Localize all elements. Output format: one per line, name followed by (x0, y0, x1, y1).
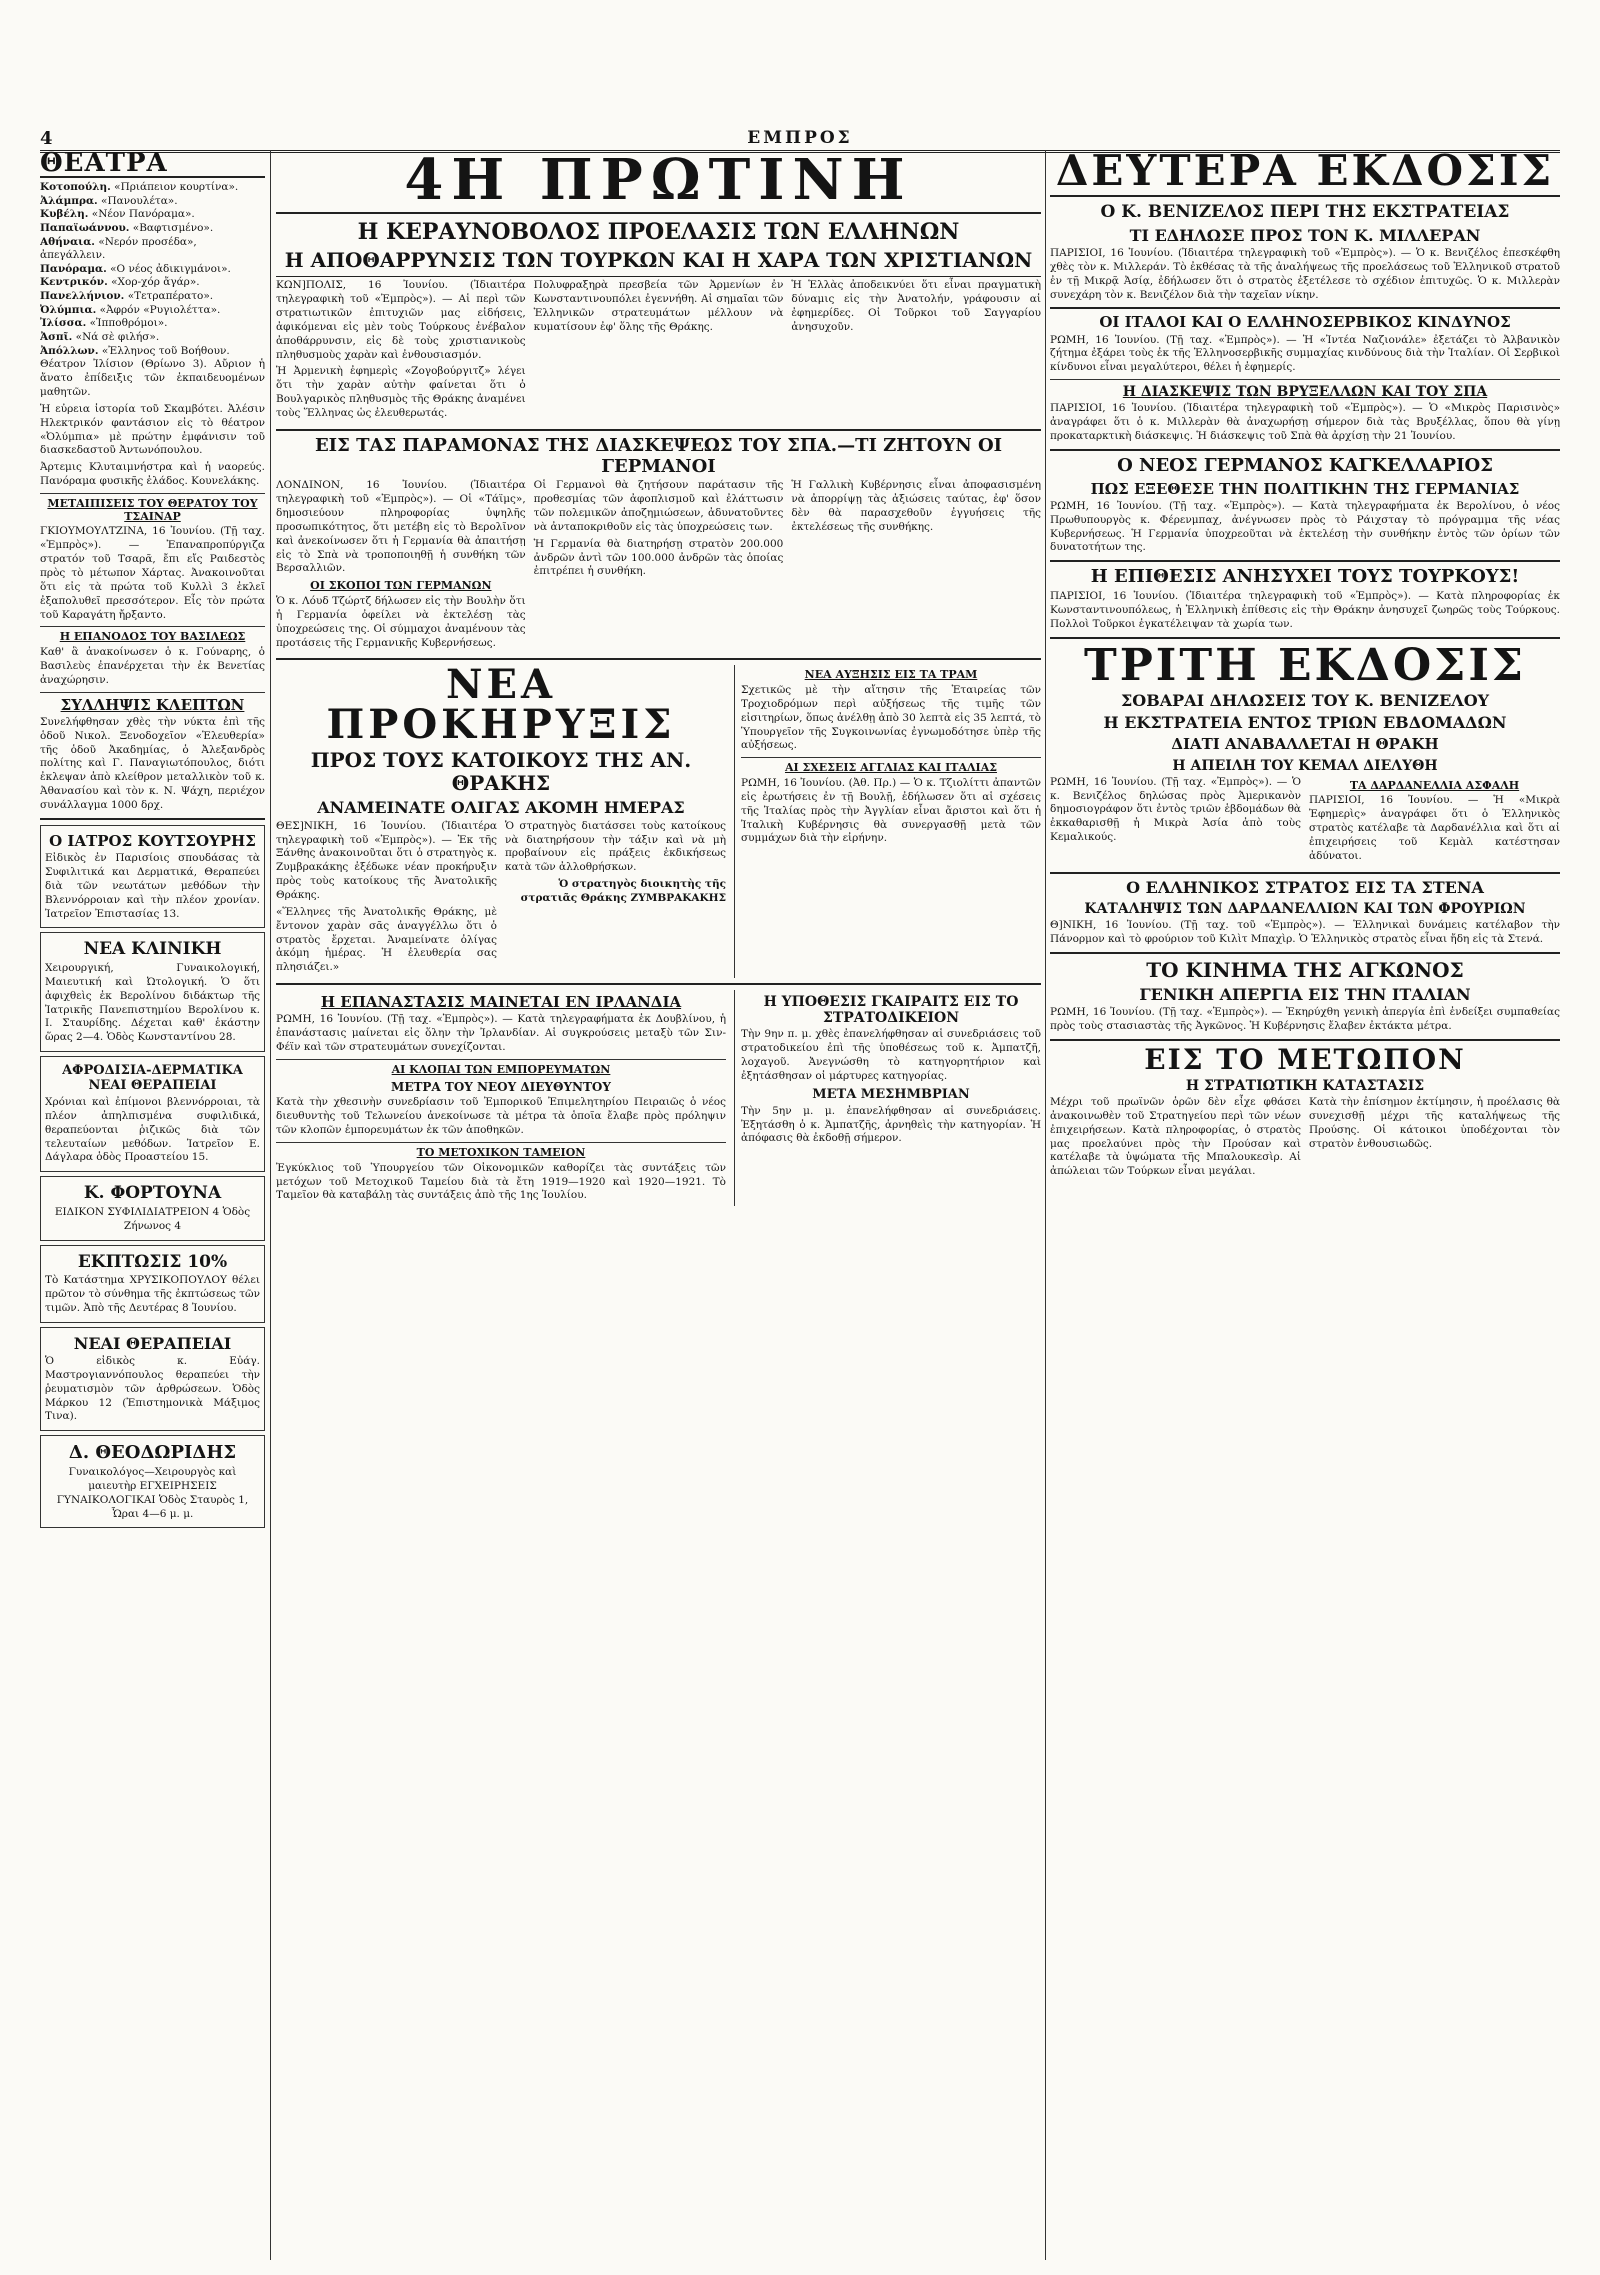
article-text: ΚΩΝ]ΠΟΛΙΣ, 16 Ἰουνίου. (Ἰδιαιτέρα τηλεγραφικὴ τοῦ «Ἐμπρὸς»). — Αἱ περὶ τῶν στρατιωτικῶν ἐπιτυχιῶν μας εἰδήσεις, ἀφικόμεναι εἰς μὲν τοὺς Τούρκους ἐνέβαλον ἀποθάρρυνσιν, εἰς δὲ τοὺς χριστιανικοὺς πληθυσμοὺς χαρὰν καὶ ἐνθουσιασμόν. (276, 279, 526, 361)
ad-text: Εἰδικὸς ἐν Παρισίοις σπουδάσας τὰ Συφιλιτικά και Δερματικά, Θεραπεύει διὰ τῶν νεωτάτων μεθόδων τὴν Βλεννόρροιαν καὶ τὴν πλέον χρονίαν. Ἰατρεῖον Ἐπιστασίας 13. (45, 852, 260, 920)
article-text: ΡΩΜΗ, 16 Ἰουνίου. (Ἀθ. Πρ.) — Ὁ κ. Τζιολίττι ἀπαντῶν εἰς ἐρωτήσεις ἐν τῇ Βουλῇ, ἐδήλωσεν ὅτι αἱ σχέσεις τῆς Ἰταλίας πρὸς τὴν Ἀγγλίαν εἶναι ἄριστοι καὶ ὅτι ἡ Ἰταλικὴ Κυβέρνησις θὰ συνεργασθῇ μετὰ τῶν συμμάχων διὰ τὴν εἰρήνην. (741, 776, 1041, 845)
column-rule (270, 150, 271, 2260)
list-item: Ὀλύμπια. «Ἀφρόν «Ρυγιολέττα». (40, 303, 221, 316)
article-text: ΠΑΡΙΣΙΟΙ, 16 Ἰουνίου. — Ἡ «Μικρὰ Ἐφημερὶς» ἀναγράφει ὅτι ὁ Ἑλληνικὸς στρατὸς κατέλαβε τὰ Δαρδανέλλια καὶ ὅτι αἱ ἐπιχειρήσεις τοῦ Κεμὰλ κατέστησαν ἀδύνατοι. (1309, 794, 1560, 862)
article-text: Κατὰ τὴν ἐπίσημον ἐκτίμησιν, ἡ προέλασις θὰ συνεχισθῇ μέχρι τῆς καταλήψεως τῆς Προύσης. Οἱ κάτοικοι ὑποδέχονται τὸν στρατὸν ἐνθουσιωδῶς. (1309, 1095, 1560, 1150)
article-text: Πολυφραξηρὰ πρεσβεία τῶν Ἀρμενίων ἐν Κωνσταντινουπόλει ἐγεννήθη. Αἱ σημαῖαι τῶν Ἑλληνικῶν στρατευμάτων μέλλουν νὰ κυματίσουν ἐφ' ὅλης τῆς Θράκης. (533, 279, 784, 333)
article-headline: Ο Κ. ΒΕΝΙΖΕΛΟΣ ΠΕΡΙ ΤΗΣ ΕΚΣΤΡΑΤΕΙΑΣ (1100, 202, 1510, 222)
middle-section (276, 661, 1041, 978)
ad-text: ΕΙΔΙΚΟΝ ΣΥΦΙΛΙΔΙΑΤΡΕΙΟΝ 4 Ὁδὸς Ζήνωνος 4 (54, 1205, 251, 1232)
theatres-title: ΘΕΑΤΡΑ (40, 150, 265, 178)
divider (276, 1059, 726, 1060)
divider (1050, 449, 1560, 451)
advertisement (40, 932, 265, 1052)
ad-title: Δ. ΘΕΟΔΩΡΙΔΗΣ (68, 1442, 237, 1464)
ad-text: Ὁ εἰδικὸς κ. Εὐάγ. Μαστρογιαννόπουλος θεραπεύει τὴν ῥευματισμὸν τῶν ἀρθρώσεων. Ὁδὸς Μάρκου 12 (Ἐπιστημονικὰ Μάξιμος Τινα). (45, 1355, 260, 1423)
list-item: Αθήναια. «Νερόν προσέδα», ἀπεγάλλειν. (40, 235, 197, 262)
advertisement (40, 1056, 265, 1172)
list-item: Πανελλήνιον. «Τετραπέρατο». (40, 290, 214, 303)
main-subheadline: Η ΑΠΟΘΑΡΡΥΝΣΙΣ ΤΩΝ ΤΟΥΡΚΩΝ ΚΑΙ Η ΧΑΡΑ ΤΩΝ ΧΡΙΣΤΙΑΝΩΝ (276, 249, 1041, 277)
article-subheadline: Η ΑΠΕΙΛΗ ΤΟΥ ΚΕΜΑΛ ΔΙΕΛΥΘΗ (1172, 757, 1438, 774)
signature: Ὁ στρατηγὸς διοικητὴς τῆς στρατιᾶς Θράκης ΖΥΜΒΡΑΚΑΚΗΣ (520, 878, 726, 905)
list-item: Παπαϊωάννου. «Βαφτισμένο». (40, 221, 214, 234)
divider (40, 692, 265, 693)
advertisement (40, 1435, 265, 1528)
article-headline: Ο ΝΕΟΣ ΓΕΡΜΑΝΟΣ ΚΑΓΚΕΛΛΑΡΙΟΣ (1117, 454, 1493, 476)
edition-title: ΤΡΙΤΗ ΕΚΔΟΣΙΣ (1083, 639, 1527, 691)
article-text: Σχετικῶς μὲ τὴν αἴτησιν τῆς Ἑταιρείας τῶν Τροχιοδρόμων περὶ αὐξήσεως τῆς τιμῆς τῶν εἰσιτηρίων, ὅπως ἀνέλθῃ ἀπὸ 30 λεπτὰ εἰς 35 λεπτά, τὸ Ὑπουργεῖον τῆς Συγκοινωνίας ἐγνωμοδότησε ὑπὲρ τῆς αὐξήσεως. (741, 684, 1041, 752)
advertisement (40, 825, 265, 929)
theatre-note: Ἀρτεμις Κλυταιμνήστρα καὶ ἡ ναορεύς. Πανόραμα φυσικῆς ἐλάδος. Κουνελάκης. (40, 461, 265, 488)
edition-title: ΔΕΥΤΕΡΑ ΕΚΔΟΣΙΣ (1050, 150, 1560, 197)
proclamation-subtitle: ΠΡΟΣ ΤΟΥΣ ΚΑΤΟΙΚΟΥΣ ΤΗΣ ΑΝ. ΘΡΑΚΗΣ (310, 748, 692, 796)
article-text: ΓΚΙΟΥΜΟΥΛΤΖΙΝΑ, 16 Ἰουνίου. (Τῇ ταχ. «Ἐμπρὸς»). — Ἐπαναπροπύργιζα στρατόν τοῦ Τσαρᾶ, ἔπι εἴς Ραιδεστὸς πρὸς τὸ μέτωπον Χάρτας. Ἀνακοινοῦται ὅτι εἰς τὰ πρώτα τοῦ Κυλλὶ 3 ἐκλεῖ ἐξαπολυθεῖ πρεσσότερον. Εἶς τὸν πρώτα τοῦ Καραγάτη ἤρξαντο. (40, 525, 265, 621)
divider (40, 493, 265, 494)
divider (1050, 952, 1560, 954)
newspaper-name: ΕΜΠΡΟΣ (747, 128, 853, 148)
article-subheadline: ΣΟΒΑΡΑΙ ΔΗΛΩΣΕΙΣ ΤΟΥ Κ. ΒΕΝΙΖΕΛΟΥ (1120, 690, 1490, 710)
list-item: Ἀπόλλων. «Ἐλληνος τοῦ Βοήθουν. (40, 344, 230, 357)
article-subheadline: ΠΩΣ ΕΞΕΘΕΣΕ ΤΗΝ ΠΟΛΙΤΙΚΗΝ ΤΗΣ ΓΕΡΜΑΝΙΑΣ (1090, 479, 1520, 498)
article-text: Καθ' ἃ ἀνακοίνωσεν ὁ κ. Γούναρης, ὁ Βασιλεὺς ἐπανέρχεται τὴν ἐκ Βενετίας ἀναχώρησιν. (40, 646, 265, 686)
article-text: Οἱ Γερμανοὶ θὰ ζητήσουν παράτασιν τῆς προθεσμίας τῶν ἀφοπλισμοῦ καὶ ἐλάττωσιν τῶν πολεμικῶν ἀποζημιώσεων, ἀδυνατοῦντες νὰ ἀνταποκριθοῦν εἰς τὰς ὑποχρεώσεις των. (533, 479, 784, 533)
article-text: Ἐγκύκλιος τοῦ Ὑπουργείου τῶν Οἰκονομικῶν καθορίζει τὰς συντάξεις τῶν μετόχων τοῦ Μετοχικοῦ Ταμείου διὰ τὰ ἔτη 1919—1920 καὶ 1920—1921. Τὸ Ταμεῖον θὰ καταβάλῃ τὰς συντάξεις ἀπὸ τῆς 1ης Ἰουλίου. (276, 1161, 726, 1202)
article-headline: ΤΟ ΚΙΝΗΜΑ ΤΗΣ ΑΓΚΩΝΟΣ (1146, 957, 1464, 982)
article-headline: ΣΥΛΛΗΨΙΣ ΚΛΕΠΤΩΝ (60, 695, 245, 714)
article-text: ΡΩΜΗ, 16 Ἰουνίου. (Τῇ ταχ. «Ἐμπρὸς»). — Κατὰ τηλεγραφήματα ἐκ Βερολίνου, ὁ νέος Πρωθυπουργὸς κ. Φέρενμπαχ, ἀνέγνωσεν πρὸς τὸ Ράιχσταγ τὸ πρόγραμμα τῆς νέας Κυβερνήσεως. Ἡ Γερμανία ὑποχρεοῦται νὰ ἐκτελέσῃ τὴν συνθήκην ἐντὸς τῶν ὁρίων τῶν δυνατοτήτων της. (1050, 499, 1560, 554)
divider (1050, 637, 1560, 639)
article-subheadline: ΟΙ ΣΚΟΠΟΙ ΤΩΝ ΓΕΡΜΑΝΩΝ (310, 579, 492, 593)
edition-title: 4Η ΠΡΩΤΙΝΗ (276, 150, 1041, 214)
article-headline: Η ΥΠΟΘΕΣΙΣ ΓΚΑΙΡΑΙΤΣ ΕΙΣ ΤΟ ΣΤΡΑΤΟΔΙΚΕΙΟΝ (763, 994, 1019, 1027)
article-headline: Ο ΕΛΛΗΝΙΚΟΣ ΣΤΡΑΤΟΣ ΕΙΣ ΤΑ ΣΤΕΝΑ (1126, 877, 1484, 897)
list-item: Ἰλίσσα. «Ἰπποθρόμοι». (40, 317, 168, 330)
divider (276, 658, 1041, 660)
article-subheadline: Η ΣΤΡΑΤΙΩΤΙΚΗ ΚΑΤΑΣΤΑΣΙΣ (1185, 1077, 1425, 1094)
divider (40, 626, 265, 627)
article-headline: ΑΙ ΣΧΕΣΕΙΣ ΑΓΓΛΙΑΣ ΚΑΙ ΙΤΑΛΙΑΣ (784, 761, 998, 775)
page-number: 4 (40, 128, 53, 149)
divider (1050, 379, 1560, 380)
advertisement (40, 1327, 265, 1432)
list-item: Κυβέλη. «Νέον Πανόραμα». (40, 208, 195, 221)
article-text: Ἡ Ἀρμενικὴ ἐφημερὶς «Ζογοβούργιτζ» λέγει ὅτι τὴν χαρὰν αὐτὴν φαίνεται ὅτι ὁ Βουλγαρικὸς πληθυσμὸς τῆς Θράκης ἀναμένει τοὺς Ἕλληνας ὡς ἐλευθερωτάς. (276, 365, 526, 420)
divider (1050, 307, 1560, 309)
column-rule (1045, 150, 1046, 2260)
article-text: ΠΑΡΙΣΙΟΙ, 16 Ἰουνίου. (Ἰδιαιτέρα τηλεγραφικὴ τοῦ «Ἐμπρὸς»). — Ὁ «Μικρὸς Παρισινὸς» ἀναγράφει ὅτι ὁ κ. Μιλλερὰν θὰ ἀναχωρήσῃ σήμερον διὰ τὰς Βρυξέλλας, ὅπου θὰ γίνῃ προκαταρκτικὴ διάσκεψις. Ἡ διάσκεψις τοῦ Σπὰ θὰ ἀρχίσῃ τὴν 21 Ἰουνίου. (1050, 402, 1560, 443)
article-headline: ΜΕΤΑΙΠΙΣΕΙΣ ΤΟΥ ΘΕΡΑΤΟΥ ΤΟΥ ΤΣΑΙΝΑΡ (47, 497, 258, 523)
main-column (276, 150, 1041, 2260)
masthead (40, 128, 1560, 148)
article-text: ΡΩΜΗ, 16 Ἰουνίου. (Τῇ ταχ. «Ἐμπρὸς»). — Ἡ «Ἰντέα Ναζιονάλε» ἐξετάζει τὸ Ἀλβανικὸν ζήτημα ἐξάρει τοὺς ἐκ τῆς Ἑλληνοσερβικῆς συμμαχίας κινδύνους διὰ τὴν Ἰταλίαν. Οἱ Σερβικοὶ κίνδυνοι εἶναι μεγαλύτεροι, θέλει ἡ ἐφημερίς. (1050, 333, 1560, 374)
germany-article (276, 479, 1041, 653)
article-headline: ΝΕΑ ΑΥΞΗΣΙΣ ΕΙΣ ΤΑ ΤΡΑΜ (804, 668, 978, 682)
article-subheadline: ΤΙ ΕΔΗΛΩΣΕ ΠΡΟΣ ΤΟΝ Κ. ΜΙΛΛΕΡΑΝ (1129, 225, 1481, 245)
ad-title: Ο ΙΑΤΡΟΣ ΚΟΥΤΣΟΥΡΗΣ (49, 831, 256, 850)
ad-title: ΕΚΠΤΩΣΙΣ 10% (77, 1251, 228, 1272)
divider (741, 757, 1041, 758)
article-headline: Η ΕΠΑΝΑΣΤΑΣΙΣ ΜΑΙΝΕΤΑΙ ΕΝ ΙΡΛΑΝΔΙΑ (320, 993, 682, 1012)
article-text: Ἡ Ἑλλὰς ἀποδεικνύει ὅτι εἶναι πραγματικὴ δύναμις εἰς τὴν Ἀνατολήν, γράφουσιν αἱ ἐφημερίδες. Οἱ Τοῦρκοι τοῦ Σαγγαρίου ἀνησυχοῦν. (791, 279, 1041, 333)
article-text: Ὁ κ. Λόυδ Τζώρτζ δήλωσεν εἰς τὴν Βουλὴν ὅτι ἡ Γερμανία ὀφείλει νὰ ἐκτελέσῃ τὰς ὑποχρεώσεις της. Οἱ σύμμαχοι ἀναμένουν τὰς προτάσεις τῆς Γερμανικῆς Κυβερνήσεως. (276, 594, 526, 649)
article-text: ΠΑΡΙΣΙΟΙ, 16 Ἰουνίου. (Ἰδιαιτέρα τηλεγραφικὴ τοῦ «Ἐμπρὸς»). — Κατὰ πληροφορίας ἐκ Κωνσταντινουπόλεως, ἡ Ἑλληνικὴ ἐπίθεσις εἰς τὴν Θράκην ἀνησυχεῖ ζωηρῶς τοὺς Τούρκους. Πολλοὶ Τοῦρκοι ἐγκατέλειψαν τὰ χωρία των. (1050, 589, 1560, 630)
article-text: Μέχρι τοῦ πρωϊνῶν ὁρῶν δὲν εἶχε φθάσει ἀνακοινωθὲν τοῦ Στρατηγείου περὶ τῶν νέων ἐπιχειρήσεων. Κατὰ πληροφορίας, ὁ στρατὸς μας προελαύνει πρὸς τὴν Προύσαν καὶ κατέλαβε τὰ ὑψώματα τῆς Μπαλουκεσὶρ. Αἱ ἀπώλειαι τῶν Τούρκων εἶναι μεγάλαι. (1050, 1095, 1301, 1178)
article-text: Θ]ΝΙΚΗ, 16 Ἰουνίου. (Τῇ ταχ. τοῦ «Ἐμπρὸς»). — Ἑλληνικαὶ δυνάμεις κατέλαβον τὴν Πάνορμον καὶ τὸ φρούριον τοῦ Κιλὶτ Μπαχὶρ. Ὁ Ἑλληνικὸς στρατὸς εἶναι ἤδη εἰς τὰ Στενά. (1050, 919, 1560, 945)
list-item: Κοτοπούλη. «Πριάπειον κουρτίνα». (40, 181, 239, 193)
proclamation-title: ΝΕΑ ΠΡΟΚΗΡΥΞΙΣ (326, 661, 676, 749)
article-text: Ἡ Γερμανία θὰ διατηρήσῃ στρατὸν 200.000 ἀνδρῶν ἀντὶ τῶν 100.000 ἀνδρῶν τὰς ὁποίας ἐπιτρέπει ἡ συνθήκη. (533, 537, 784, 578)
article-subheadline: ΔΙΑΤΙ ΑΝΑΒΑΛΛΕΤΑΙ Η ΘΡΑΚΗ (1171, 735, 1439, 754)
article-text: ΠΑΡΙΣΙΟΙ, 16 Ἰουνίου. (Ἰδιαιτέρα τηλεγραφικὴ τοῦ «Ἐμπρὸς»). — Ὁ κ. Βενιζέλος ἐπεσκέφθη χθὲς τὸν κ. Μιλλεράν. Τὸ ἐκθέσας τὰ τῆς ἀναλήψεως τῆς προελάσεως τοῦ Ἑλληνικοῦ στρατοῦ ἐν τῇ Μικρᾷ Ἀσίᾳ, ἐδήλωσεν ὅτι ὁ στρατὸς ἐξετέλεσε τὸ σχέδιον ἐπιτυχῶς. Ὁ κ. Μιλλερὰν συνεχάρη τὸν κ. Βενιζέλον διὰ τὴν ταχεῖαν νίκην. (1050, 246, 1560, 301)
ad-title: Κ. ΦΟΡΤΟΥΝΑ (83, 1183, 222, 1204)
ad-title: ΝΕΑΙ ΘΕΡΑΠΕΙΑΙ (73, 1333, 232, 1353)
divider (1050, 872, 1560, 874)
article-subheadline: ΜΕΤΑ ΜΕΣΗΜΒΡΙΑΝ (812, 1086, 970, 1102)
proclamation-subtitle: ΑΝΑΜΕΙΝΑΤΕ ΟΛΙΓΑΣ ΑΚΟΜΗ ΗΜΕΡΑΣ (317, 798, 685, 818)
list-item: Ἀλάμπρα. «Πανουλέτα». (40, 194, 178, 207)
ad-title: ΑΦΡΟΔΙΣΙΑ-ΔΕΡΜΑΤΙΚΑ ΝΕΑΙ ΘΕΡΑΠΕΙΑΙ (62, 1063, 243, 1094)
right-column (1050, 150, 1560, 2260)
ad-text: Χρόνιαι καὶ ἐπίμονοι βλεννόρροιαι, τὰ πλέον ἀπηλπισμένα συφιλιδικά, θεραπεύονται ῥιζικῶς διὰ τῶν τελευταίων μεθόδων. Ἰατρεῖον Ε. Δάγλαρα ὁδὸς Προαστείου 15. (45, 1095, 260, 1164)
main-headline: Η ΚΕΡΑΥΝΟΒΟΛΟΣ ΠΡΟΕΛΑΣΙΣ ΤΩΝ ΕΛΛΗΝΩΝ (357, 219, 960, 245)
advertisement (40, 1176, 265, 1240)
ad-text: Τὸ Κατάστημα ΧΡΥΣΙΚΟΠΟΥΛΟΥ θέλει πρῶτον τὸ σύνθημα τῆς ἐκπτώσεως τῶν τιμῶν. Ἀπὸ τῆς Δευτέρας 8 Ἰουνίου. (45, 1274, 260, 1314)
article-text: ΡΩΜΗ, 16 Ἰουνίου. (Τῇ ταχ. «Ἐμπρὸς»). — Ἐκηρύχθη γενικὴ ἀπεργία ἐπὶ ἐνδείξει συμπαθείας πρὸς τοὺς στασιαστὰς τῆς Ἀγκῶνος. Ἡ Κυβέρνησις ἔλαβεν ἐκτάκτα μέτρα. (1050, 1006, 1560, 1033)
divider (276, 983, 1041, 985)
article-text: ΘΕΣ]ΝΙΚΗ, 16 Ἰουνίου. (Ἰδιαιτέρα τηλεγραφικὴ τοῦ «Ἐμπρὸς»). — Ἐκ τῆς Ξάνθης ἀνακοινοῦται ὅτι ὁ στρατηγὸς κ. Ζυμβρακάκης ἐξέδωκε νέαν προκήρυξιν πρὸς τοὺς κατοίκους τῆς Ἀνατολικῆς Θράκης. (276, 819, 497, 902)
lower-section (276, 990, 1041, 1206)
article-headline: Η ΕΠΑΝΟΔΟΣ ΤΟΥ ΒΑΣΙΛΕΩΣ (59, 630, 246, 644)
article-subheadline: ΓΕΝΙΚΗ ΑΠΕΡΓΙΑ ΕΙΣ ΤΗΝ ΙΤΑΛΙΑΝ (1139, 984, 1471, 1004)
article-headline: ΟΙ ΙΤΑΛΟΙ ΚΑΙ Ο ΕΛΛΗΝΟΣΕΡΒΙΚΟΣ ΚΙΝΔΥΝΟΣ (1099, 313, 1511, 332)
left-column (40, 150, 265, 2260)
theatres-list (40, 181, 265, 358)
list-item: Ἀσπῖ. «Νά σὲ φιλήσ». (40, 331, 160, 344)
article-text: Τὴν 5ην μ. μ. ἐπανελήφθησαν αἱ συνεδριάσεις. Ἐξητάσθη ὁ κ. Ἀμπατζῆς, ἀρνηθεὶς τὴν κατηγορίαν. Ἡ ἀπόφασις θὰ ἐκδοθῇ σήμερον. (741, 1104, 1041, 1145)
article-text: ΛΟΝΔΙΝΟΝ, 16 Ἰουνίου. (Ἰδιαιτέρα τηλεγραφικὴ τοῦ «Ἐμπρὸς»). — Οἱ «Τάϊμς», δημοσιεύουν πληροφορίας ὑψηλῆς προσωπικότητος, ὅτι μετέβη εἰς τὸ Βερολῖνον καὶ ἀνεκοίνωσεν ὅτι ἡ Γερμανία θὰ ἀπαιτήσῃ εἰς τὸ Σπὰ νὰ τροποποιηθῇ ἡ συνθήκη τῶν Βερσαλλιῶν. (276, 479, 526, 575)
list-item: Πανόραμα. «Ο νέος ἀδικιγμάνοι». (40, 262, 231, 275)
ad-title: ΝΕΑ ΚΛΙΝΙΚΗ (83, 939, 222, 960)
divider (1050, 560, 1560, 562)
article-headline: ΑΙ ΚΛΟΠΑΙ ΤΩΝ ΕΜΠΟΡΕΥΜΑΤΩΝ (391, 1063, 611, 1077)
article-text: Κατὰ τὴν χθεσινὴν συνεδρίασιν τοῦ Ἐμπορικοῦ Ἐπιμελητηρίου Πειραιῶς ὁ νέος διευθυντὴς τοῦ Τελωνείου ἀνεκοίνωσε τὰ μέτρα τὰ ὁποῖα ἔλαβε πρὸς πρόληψιν τῶν κλοπῶν ἐμπορευμάτων ἐκ τῶν ἀποθηκῶν. (276, 1096, 726, 1137)
theatre-note: Θέατρον Ἰλίσιον (Θρίωνο 3). Αὔριον ἡ ἄνατο ἐπίδειξις τῶν ἐκπαιδευομένων μαθητῶν. (40, 358, 265, 399)
article-subheadline: ΜΕΤΡΑ ΤΟΥ ΝΕΟΥ ΔΙΕΥΘΥΝΤΟΥ (391, 1079, 611, 1094)
divider (1050, 1039, 1560, 1041)
article-text: ΡΩΜΗ, 16 Ἰουνίου. (Τῇ ταχ. «Ἐμπρὸς»). — Κατὰ τηλεγραφήματα ἐκ Δουβλίνου, ἡ ἐπανάστασις μαίνεται εἰς ὅλην τὴν Ἰρλανδίαν. Αἱ συγκρούσεις μεταξὺ τῶν Σιν-Φέϊν καὶ τῶν στρατευμάτων συνεχίζονται. (276, 1013, 726, 1054)
article-headline: Η ΔΙΑΣΚΕΨΙΣ ΤΩΝ ΒΡΥΞΕΛΛΩΝ ΚΑΙ ΤΟΥ ΣΠΑ (1122, 384, 1488, 401)
advertisement (40, 1245, 265, 1323)
article-text: Ὁ στρατηγὸς διατάσσει τοὺς κατοίκους νὰ διατηρήσουν τὴν τάξιν καὶ νὰ μὴ προβαίνουν εἰς πράξεις ἐκδικήσεως κατὰ τῶν ἀλλοθρήσκων. (505, 819, 726, 874)
article-subheadline: Η ΕΚΣΤΡΑΤΕΙΑ ΕΝΤΟΣ ΤΡΙΩΝ ΕΒΔΟΜΑΔΩΝ (1103, 712, 1507, 732)
theatre-note: Ἡ εὐρεια ἱστορία τοῦ Σκαμβότει. Ἀλέσιν Ηλεκτρικόν φαντάσιον εἰς τὸ θέατρον «Ὀλύμπια» μὲ πρώτην ἐμφάνισιν τοῦ διασκεδαστοῦ Ἀντωνόπουλου. (40, 402, 265, 457)
article-text: ΡΩΜΗ, 16 Ἰουνίου. (Τῇ ταχ. «Ἐμπρὸς»). — Ὁ κ. Βενιζέλος δηλώσας πρὸς Ἀμερικανὸν δημοσιογράφον ὅτι ἐντὸς τριῶν ἑβδομάδων θὰ ἐκκαθαρισθῇ ἡ Μικρὰ Ἀσία ἀπὸ τοὺς Κεμαλικούς. (1050, 775, 1301, 844)
article-text: Συνελήφθησαν χθὲς τὴν νύκτα ἐπὶ τῆς ὁδοῦ Νικολ. Ξενοδοχεῖον «Ἑλευθερία» τῆς ὁδοῦ Ἀκαδημίας, ὁ Ἀλεξανδρὸς πολίτης καὶ Γ. Παναγιωτόπουλος, διότι ἐκλεψαν ἀπὸ κλείθρον μεταλλικὸν τοῦ κ. Ἀθανασίου καὶ τὸν κ. Ν. Ψάχη, περιέχον συνάλλαγμα 1000 δρχ. (40, 715, 265, 811)
divider (276, 1142, 726, 1143)
list-item: Κεντρικόν. «Χορ-χόρ ἄγάρ». (40, 276, 200, 289)
divider (40, 818, 265, 820)
article-headline: ΤΟ ΜΕΤΟΧΙΚΟΝ ΤΑΜΕΙΟΝ (416, 1146, 586, 1160)
divider (276, 429, 1041, 431)
article-headline: ΕΙΣ ΤΟ ΜΕΤΩΠΟΝ (1144, 1042, 1466, 1076)
article-text: Τὴν 9ην π. μ. χθὲς ἐπανελήφθησαν αἱ συνεδριάσεις τοῦ στρατοδικείου ἐπὶ τῆς ὑποθέσεως τοῦ κ. Ἀμπατζῆ, λοχαγοῦ. Ἀνεγνώσθη τὸ κατηγορητήριον καὶ ἐξητάσθησαν οἱ μάρτυρες κατηγορίας. (741, 1028, 1041, 1082)
article-subheadline: ΚΑΤΑΛΗΨΙΣ ΤΩΝ ΔΑΡΔΑΝΕΛΛΙΩΝ ΚΑΙ ΤΩΝ ΦΡΟΥΡΙΩΝ (1084, 900, 1526, 917)
ad-text: Χειρουργική, Γυναικολογική, Μαιευτική καὶ Ὠτολογική. Ὁ ὅτι ἀφιχθεὶς ἐκ Βερολίνου διδάκτωρ τῆς Ἰατρικῆς Πανεπιστημίου Βερολίνου κ. Ι. Σταυρίδης. Δέχεται καθ' ἑκάστην ὥρας 2—4. Ὁδὸς Κωνσταντίνου 28. (45, 961, 260, 1044)
article-headline: Η ΕΠΙΘΕΣΙΣ ΑΝΗΣΥΧΕΙ ΤΟΥΣ ΤΟΥΡΚΟΥΣ! (1090, 566, 1520, 588)
article-headline: ΤΑ ΔΑΡΔΑΝΕΛΛΙΑ ΑΣΦΑΛΗ (1349, 778, 1520, 792)
ad-text: Γυναικολόγος—Χειρουργὸς καὶ μαιευτὴρ ΕΓΧΕΙΡΗΣΕΙΣ ΓΥΝΑΙΚΟΛΟΓΙΚΑΙ Ὁδὸς Σταυρὸς 1, Ὧραι 4—6 μ. μ. (56, 1466, 249, 1520)
article-text: «Ἕλληνες τῆς Ἀνατολικῆς Θράκης, μὲ ἔντονον χαρὰν σᾶς ἀναγγέλλω ὅτι ὁ στρατὸς ἔρχεται. Ἀναμείνατε ὀλίγας ἀκόμη ἡμέρας. Ἡ ἐλευθερία σας πλησιάζει.» (276, 905, 497, 974)
article-headline: ΕΙΣ ΤΑΣ ΠΑΡΑΜΟΝΑΣ ΤΗΣ ΔΙΑΣΚΕΨΕΩΣ ΤΟΥ ΣΠΑ.—ΤΙ ΖΗΤΟΥΝ ΟΙ ΓΕΡΜΑΝΟΙ (314, 434, 1003, 477)
lead-article (276, 279, 1041, 424)
article-text: Ἡ Γαλλικὴ Κυβέρνησις εἶναι ἀποφασισμένη νὰ ἀπορρίψῃ τὰς ἀξιώσεις ταύτας, ἐφ' ὅσον δὲν θὰ παρασχεθοῦν ἐγγυήσεις τῆς ἐκτελέσεως τῆς συνθήκης. (791, 479, 1041, 533)
